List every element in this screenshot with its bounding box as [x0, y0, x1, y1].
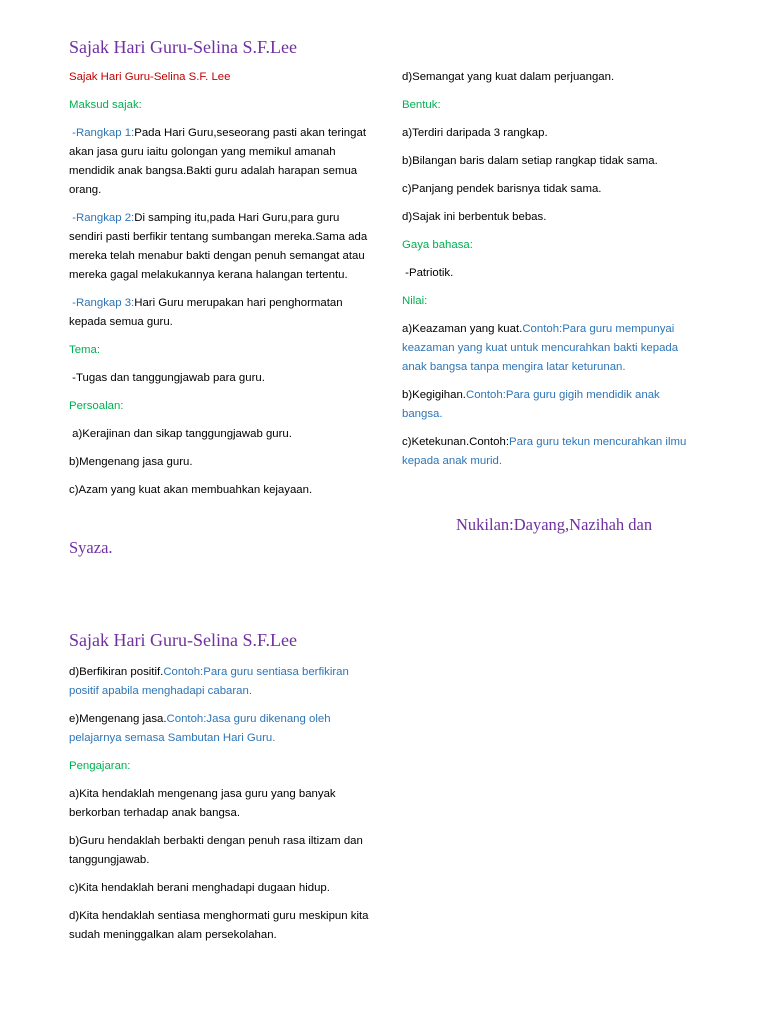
maksud-heading: Maksud sajak:: [69, 99, 142, 111]
pengajaran-heading: Pengajaran:: [69, 760, 131, 772]
rangkap-2-text: Di samping itu,pada Hari Guru,para guru sendiri pasti berfikir tentang sumbangan mereka.Sama ada mereka telah menabur bakti dengan penuh semangat atau mereka gagal melakukannya kerana halangan tertentu.: [69, 212, 368, 281]
nilai-d-text: d)Berfikiran positif.: [69, 666, 164, 678]
nilai-e-example: Contoh:Jasa guru dikenang oleh pelajarnya semasa Sambutan Hari Guru.: [69, 713, 331, 744]
rangkap-3-paragraph: [69, 294, 369, 332]
nilai-b-example: Contoh:Para guru gigih mendidik anak bangsa.: [402, 389, 660, 420]
page-title: Sajak Hari Guru-Selina S.F.Lee: [69, 37, 298, 57]
nilai-b: [402, 386, 702, 424]
page-2-column: [69, 663, 369, 954]
rangkap-3-text: Hari Guru merupakan hari penghormatan kepada semua guru.: [69, 297, 343, 328]
nilai-a: [402, 320, 702, 377]
poem-subtitle: Sajak Hari Guru-Selina S.F. Lee: [69, 71, 231, 83]
nilai-e: [69, 710, 369, 748]
bentuk-a: a)Terdiri daripada 3 rangkap.: [402, 127, 548, 139]
rangkap-1-paragraph: [69, 124, 369, 200]
signature-line-2: Syaza.: [69, 538, 113, 557]
bentuk-d: d)Sajak ini berbentuk bebas.: [402, 211, 547, 223]
nilai-a-example: Contoh:Para guru mempunyai keazaman yang kuat untuk mencurahkan bakti kepada anak bangsa tanpa mengira latar keturunan.: [402, 323, 679, 373]
nilai-d: [69, 663, 369, 701]
nilai-c-example: Para guru tekun mencurahkan ilmu kepada anak murid.: [402, 436, 687, 467]
right-column: [402, 68, 702, 480]
persoalan-c: c)Azam yang kuat akan membuahkan kejayaan.: [69, 484, 313, 496]
rangkap-2-paragraph: [69, 209, 369, 285]
gaya-bahasa-text: [402, 264, 702, 283]
nilai-heading: Nilai:: [402, 295, 428, 307]
pengajaran-a: a)Kita hendaklah mengenang jasa guru yang banyak berkorban terhadap anak bangsa.: [69, 788, 336, 819]
nilai-b-text: b)Kegigihan.: [402, 389, 466, 401]
persoalan-heading: Persoalan:: [69, 400, 124, 412]
nilai-a-text: a)Keazaman yang kuat.: [402, 323, 523, 335]
nilai-c-text: c)Ketekunan.Contoh:: [402, 436, 510, 448]
tema-text: [69, 369, 369, 388]
rangkap-1-text: Pada Hari Guru,seseorang pasti akan teringat akan jasa guru iaitu golongan yang memikul amanah mendidik anak bangsa.Bakti guru adalah harapan semua orang.: [69, 127, 366, 196]
rangkap-1-label: -Rangkap 1:: [72, 127, 135, 139]
pengajaran-c: c)Kita hendaklah berani menghadapi dugaan hidup.: [69, 882, 330, 894]
persoalan-d: d)Semangat yang kuat dalam perjuangan.: [402, 71, 615, 83]
left-column: [69, 68, 369, 509]
gaya-bahasa-heading: Gaya bahasa:: [402, 239, 473, 251]
persoalan-b: b)Mengenang jasa guru.: [69, 456, 193, 468]
tema-value: -Tugas dan tanggungjawab para guru.: [72, 372, 265, 384]
bentuk-b: b)Bilangan baris dalam setiap rangkap tidak sama.: [402, 155, 658, 167]
nilai-e-text: e)Mengenang jasa.: [69, 713, 167, 725]
pengajaran-b: b)Guru hendaklah berbakti dengan penuh rasa iltizam dan tanggungjawab.: [69, 835, 363, 866]
gaya-bahasa-value: -Patriotik.: [405, 267, 454, 279]
bentuk-heading: Bentuk:: [402, 99, 441, 111]
nilai-d-example: Contoh:Para guru sentiasa berfikiran positif apabila menghadapi cabaran.: [69, 666, 349, 697]
page-2-title: Sajak Hari Guru-Selina S.F.Lee: [69, 630, 298, 650]
tema-heading: Tema:: [69, 344, 101, 356]
nilai-c: [402, 433, 702, 471]
bentuk-c: c)Panjang pendek barisnya tidak sama.: [402, 183, 602, 195]
signature-line-1: Nukilan:Dayang,Nazihah dan: [456, 515, 653, 534]
pengajaran-d: d)Kita hendaklah sentiasa menghormati guru meskipun kita sudah meninggalkan alam persekolahan.: [69, 910, 369, 941]
persoalan-a-text: a)Kerajinan dan sikap tanggungjawab guru.: [72, 428, 292, 440]
persoalan-a: [69, 425, 369, 444]
rangkap-2-label: -Rangkap 2:: [72, 212, 135, 224]
rangkap-3-label: -Rangkap 3:: [72, 297, 135, 309]
